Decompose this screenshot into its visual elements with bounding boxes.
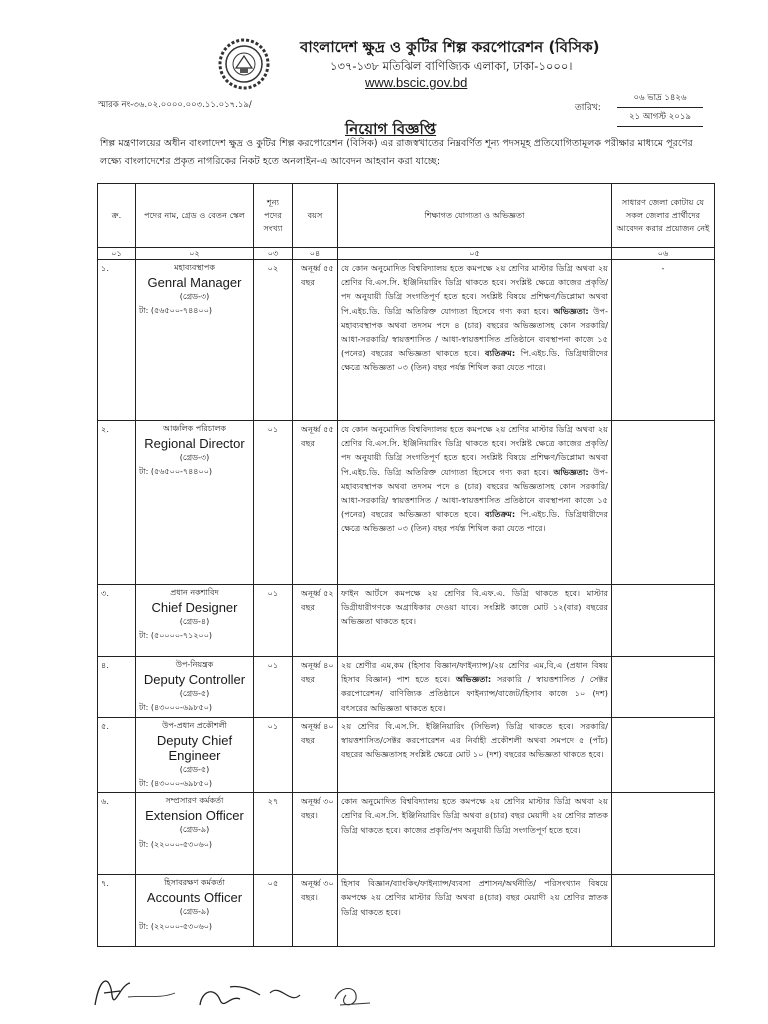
table-header-row [98,184,715,248]
post-cell [136,421,254,585]
col-number: ০২ [136,248,254,260]
org-address: ১৩৭-১৩৮ মতিঝিল বাণিজ্যিক এলাকা, ঢাকা-১০০০। [330,59,573,73]
vacancy-count: ০৫ [254,875,293,947]
post-cell [136,657,254,718]
experience-text: উপ-মহাব্যবস্থাপক অথবা তদসম পদে ৪ (চার) বছরের অভিজ্ঞতাসহ কোন সরকারি/আধা-সরকারি/ স্বায়ত্তশাসিত / আধা-স্বায়ত্তশাসিত প্রতিষ্ঠানে ব্যবস্থাপনা কাজে ১৫ (পনের) বছরের অভিজ্ঞতা থাকতে হবে। [341,305,608,359]
qualification-cell [338,657,612,718]
qualification-text: কোন অনুমোদিত বিশ্ববিদ্যালয় হতে কমপক্ষে ২য় শ্রেণির মাস্টার ডিগ্রি অথবা ২য় শ্রেণির বি.এস.সি. ইঞ্জিনিয়ারিং ডিগ্রি অথবা ৪(চার) বছর মেয়াদী ২য় শ্রেণির স্নাতক ডিগ্রি থাকতে হবে। কাজের প্রকৃতি/পদ অনুযায়ী ডিগ্রি সংগতিপূর্ণ হতে হবে। [341,796,608,835]
table-row [98,657,715,718]
quota-cell [612,793,715,875]
serial-number: ৫. [98,717,136,793]
exception-label: ব্যতিক্রম: [485,348,516,359]
post-name-bangla: উপ-নিয়ন্ত্রক [175,660,214,669]
intro-paragraph: শিল্প মন্ত্রণালয়ের অধীন বাংলাদেশ ক্ষুদ্র ও কুটির শিল্প করপোরেশন (বিসিক) এর রাজস্বখাতের নিম্নবর্ণিত শূন্য পদসমূহ প্রতিযোগিতামূলক পরীক্ষার মাধ্যমে পূরণের লক্ষ্যে বাংলাদেশের প্রকৃত নাগরিকের নিকট হতে অনলাইন-এ আবেদন আহবান করা যাচ্ছে: [100,138,693,167]
table-row [98,717,715,793]
vacancy-count: ০১ [254,717,293,793]
vacancy-count: ২৭ [254,793,293,875]
qualification-text: যে কোন অনুমোদিত বিশ্ববিদ্যালয় হতে কমপক্ষে ২য় শ্রেণির মাস্টার ডিগ্রি অথবা ২য় শ্রেণির বি.এস.সি. ইঞ্জিনিয়ারিং ডিগ্রি থাকতে হবে। সংশ্লিষ্ট ক্ষেত্রে কাজের প্রকৃতি/পদ অনুযায়ী ডিগ্রি সংগতিপূর্ণ হতে হবে। সংশ্লিষ্ট বিষয়ে প্রশিক্ষণ/ডিপ্লোমা অথবা পি.এইচ.ডি. ডিগ্রি অতিরিক্ত যোগ্যতা হিসেবে গণ্য করা হবে। [341,263,608,316]
qualification-cell [338,421,612,585]
experience-text: উপ-মহাব্যবস্থাপক অথবা তদসম পদে ৪ (চার) বছরের অভিজ্ঞতাসহ কোন সরকারি/আধা-সরকারি/ স্বায়ত্তশাসিত / আধা-স্বায়ত্তশাসিত প্রতিষ্ঠানে ব্যবস্থাপনা কাজে ১৫ (পনের) বছরের অভিজ্ঞতা থাকতে হবে। [341,466,608,520]
table-row [98,875,715,947]
col-number: ০৪ [293,248,338,260]
date-english: ২১ আগস্ট ২০১৯ [617,108,703,127]
post-name-bangla: মহাব্যবস্থাপক [174,263,215,272]
org-name: বাংলাদেশ ক্ষুদ্র ও কুটির শিল্প করপোরেশন (বিসিক) [300,38,600,56]
post-cell [136,793,254,875]
serial-number: ২. [98,421,136,585]
qualification-text: ২য় শ্রেণির বি.এস.সি. ইঞ্জিনিয়ারিং (সিভিল) ডিগ্রি থাকতে হবে। সরকারি/স্বায়ত্তশাসিত/সেক্টর করপোরেশন এর নির্বাহী প্রকৌশলী অথবা সমপদে ৫ (পাঁচ) বছরের অভিজ্ঞতাসহ সংশ্লিষ্ট ক্ষেত্রে মোট ১০ (দশ) বছরের অভিজ্ঞতা থাকতে হবে। [341,720,608,760]
vacancy-count: ০১ [254,421,293,585]
age-limit: অনূর্ধ্ব ৪০ বছর [293,657,338,718]
post-grade: (গ্রেড-৯) [179,907,210,917]
pay-scale: টা: (৪৩০০০-৬৯৮৫০) [139,703,213,713]
post-name-english: Accounts Officer [146,890,243,906]
pay-scale: টা: (২২০০০-৫৩০৬০) [139,839,213,849]
pay-scale: টা: (৪৩০০০-৬৯৮৫০) [139,779,213,789]
age-limit: অনূর্ধ্ব ৫২ বছর [293,585,338,657]
quota-cell [612,657,715,718]
header-sl: ক্র. [98,184,136,248]
serial-number: ৪. [98,657,136,718]
vacancy-count: ০১ [254,585,293,657]
table-row [98,421,715,585]
post-grade: (গ্রেড-৫) [179,764,210,774]
qualification-cell [338,875,612,947]
header-age: বয়স [293,184,338,248]
vacancy-table [97,183,715,947]
experience-label: অভিজ্ঞতা: [455,674,492,685]
quota-cell [612,717,715,793]
post-cell [136,875,254,947]
age-limit: অনূর্ধ্ব ৪০ বছর [293,717,338,793]
header-vacancy: শূন্য পদের সংখ্যা [254,184,293,248]
age-limit: অনূর্ধ্ব ৫৫ বছর [293,421,338,585]
qualification-cell [338,793,612,875]
table-row [98,793,715,875]
post-name-english: Chief Designer [151,600,238,616]
col-number: ০৬ [612,248,715,260]
header-qualification: শিক্ষাগত যোগ্যতা ও অভিজ্ঞতা [338,184,612,248]
bscic-seal-icon [218,38,270,90]
post-name-english: Deputy Controller [143,672,246,688]
qualification-text: ফাইন আর্টসে কমপক্ষে ২য় শ্রেণির বি.এফ.এ. ডিগ্রি থাকতে হবে। মাস্টার ডিগ্রীধারীগণকে অগ্রাধিকার দেওয়া যাবে। সংশ্লিষ্ট কাজে মোট ১২(বার) বছরের অভিজ্ঞতা থাকতে হবে। [341,588,608,627]
post-name-english: Genral Manager [147,275,242,291]
age-limit: অনূর্ধ্ব ৫৫ বছর [293,260,338,421]
handwritten-signatures [90,965,420,1015]
experience-label: অভিজ্ঞতা: [553,466,589,477]
job-rows [98,260,715,947]
serial-number: ৬. [98,793,136,875]
table-row [98,260,715,421]
post-cell [136,260,254,421]
quota-cell [612,875,715,947]
age-limit: অনূর্ধ্ব ৩০ বছর। [293,875,338,947]
col-number: ০৩ [254,248,293,260]
date-bangla: ০৬ ভাদ্র ১৪২৬ [617,88,703,108]
qualification-text: যে কোন অনুমোদিত বিশ্ববিদ্যালয় হতে কমপক্ষে ২য় শ্রেণির মাস্টার ডিগ্রি অথবা ২য় শ্রেণির বি.এস.সি. ইঞ্জিনিয়ারিং ডিগ্রি থাকতে হবে। সংশ্লিষ্ট ক্ষেত্রে কাজের প্রকৃতি/পদ অনুযায়ী ডিগ্রি সংগতিপূর্ণ হতে হবে। সংশ্লিষ্ট বিষয়ে প্রশিক্ষণ/ডিপ্লোমা অথবা পি.এইচ.ডি. ডিগ্রি অতিরিক্ত যোগ্যতা হিসেবে গণ্য করা হবে। [341,424,608,477]
serial-number: ১. [98,260,136,421]
post-grade: (গ্রেড-৪) [179,617,210,627]
quota-cell [612,585,715,657]
qualification-cell [338,260,612,421]
post-grade: (গ্রেড-৩) [179,453,210,463]
serial-number: ৩. [98,585,136,657]
post-name-bangla: হিসাবরক্ষণ কর্মকর্তা [164,878,225,888]
serial-number: ৭. [98,875,136,947]
pay-scale: টা: (৫৬৫০০-৭৪৪০০) [139,467,213,477]
quota-cell [612,421,715,585]
experience-text: সরকারি / স্বায়ত্তশাসিত / সেক্টর করপোরেশন/ বাণিজ্যিক প্রতিষ্ঠানে ফাইন্যান্স/বাজেট/হিসাব কাজে ১০ (দশ) বৎসরের অভিজ্ঞতা থাকতে হবে। [341,674,608,713]
post-cell [136,717,254,793]
pay-scale: টা: (২২০০০-৫৩০৬০) [139,921,213,931]
qualification-cell [338,585,612,657]
notice-title: নিয়োগ বিজ্ঞপ্তি [345,120,437,138]
post-name-english: Extension Officer [145,808,244,824]
table-row [98,585,715,657]
qualification-text: হিসাব বিজ্ঞান/ব্যাংকিং/ফাইন্যান্স/ব্যবসা প্রশাসন/অর্থনীতি/ পরিসংখ্যান বিষয়ে কমপক্ষে ২য় শ্রেণির মাস্টার ডিগ্রি অথবা ৪(চার) বছর মেয়াদী ২য় শ্রেণির স্নাতক ডিগ্রি থাকতে হবে। [341,878,608,917]
vacancy-count: ০২ [254,260,293,421]
qualification-cell [338,717,612,793]
post-name-bangla: উপ-প্রধান প্রকৌশলী [162,720,227,730]
post-name-english: Regional Director [144,436,245,452]
exception-text: পি.এইচ.ডি. ডিগ্রিধারীদের ক্ষেত্রে অভিজ্ঞতা ০৩ (তিন) বছর পর্যন্ত শিথিল করা যেতে পারে। [341,509,608,534]
memo-number: স্মারক নং-৩৬.০২.০০০০.০০৩.১১.০১৭.১৯/ [98,100,252,110]
header-post: পদের নাম, গ্রেড ও বেতন স্কেল [136,184,254,248]
col-number: ০৫ [338,248,612,260]
post-grade: (গ্রেড-৯) [179,825,210,835]
pay-scale: টা: (৫০০০০-৭১২০০) [139,631,213,641]
post-name-bangla: সম্প্রসারণ কর্মকর্তা [165,796,224,806]
exception-text: পি.এইচ.ডি. ডিগ্রিধারীদের ক্ষেত্রে অভিজ্ঞতা ০৩ (তিন) বছর পর্যন্ত শিথিল করা যেতে পারে। [341,348,608,373]
exception-label: ব্যতিক্রম: [485,509,516,520]
date-label: তারিখ: [575,103,601,113]
post-grade: (গ্রেড-৩) [179,292,210,302]
org-website-link[interactable]: www.bscic.gov.bd [365,75,468,90]
qualification-text: ২য় শ্রেণীর এম,কম (হিসাব বিজ্ঞান/ফাইন্যান্স)/২য় শ্রেণির এম,বি,এ (প্রধান বিষয় হিসাব বিজ্ঞান) পাশ হতে হবে। [341,660,608,685]
post-grade: (গ্রেড-৫) [179,689,210,699]
experience-label: অভিজ্ঞতা: [553,305,589,316]
quota-cell: - [612,260,715,421]
column-number-row [98,248,715,260]
post-name-english: Deputy Chief Engineer [156,732,233,763]
header-quota: সাধারণ জেলা কোটায় যে সকল জেলার প্রার্থীদের আবেদন করার প্রয়োজন নেই [612,184,715,248]
post-cell [136,585,254,657]
date-box [617,88,703,127]
post-name-bangla: আঞ্চলিক পরিচালক [162,424,227,433]
post-name-bangla: প্রধান নকশাবিদ [170,588,219,597]
vacancy-count: ০১ [254,657,293,718]
col-number: ০১ [98,248,136,260]
age-limit: অনূর্ধ্ব ৩০ বছর। [293,793,338,875]
pay-scale: টা: (৫৬৫০০-৭৪৪০০) [139,306,213,316]
